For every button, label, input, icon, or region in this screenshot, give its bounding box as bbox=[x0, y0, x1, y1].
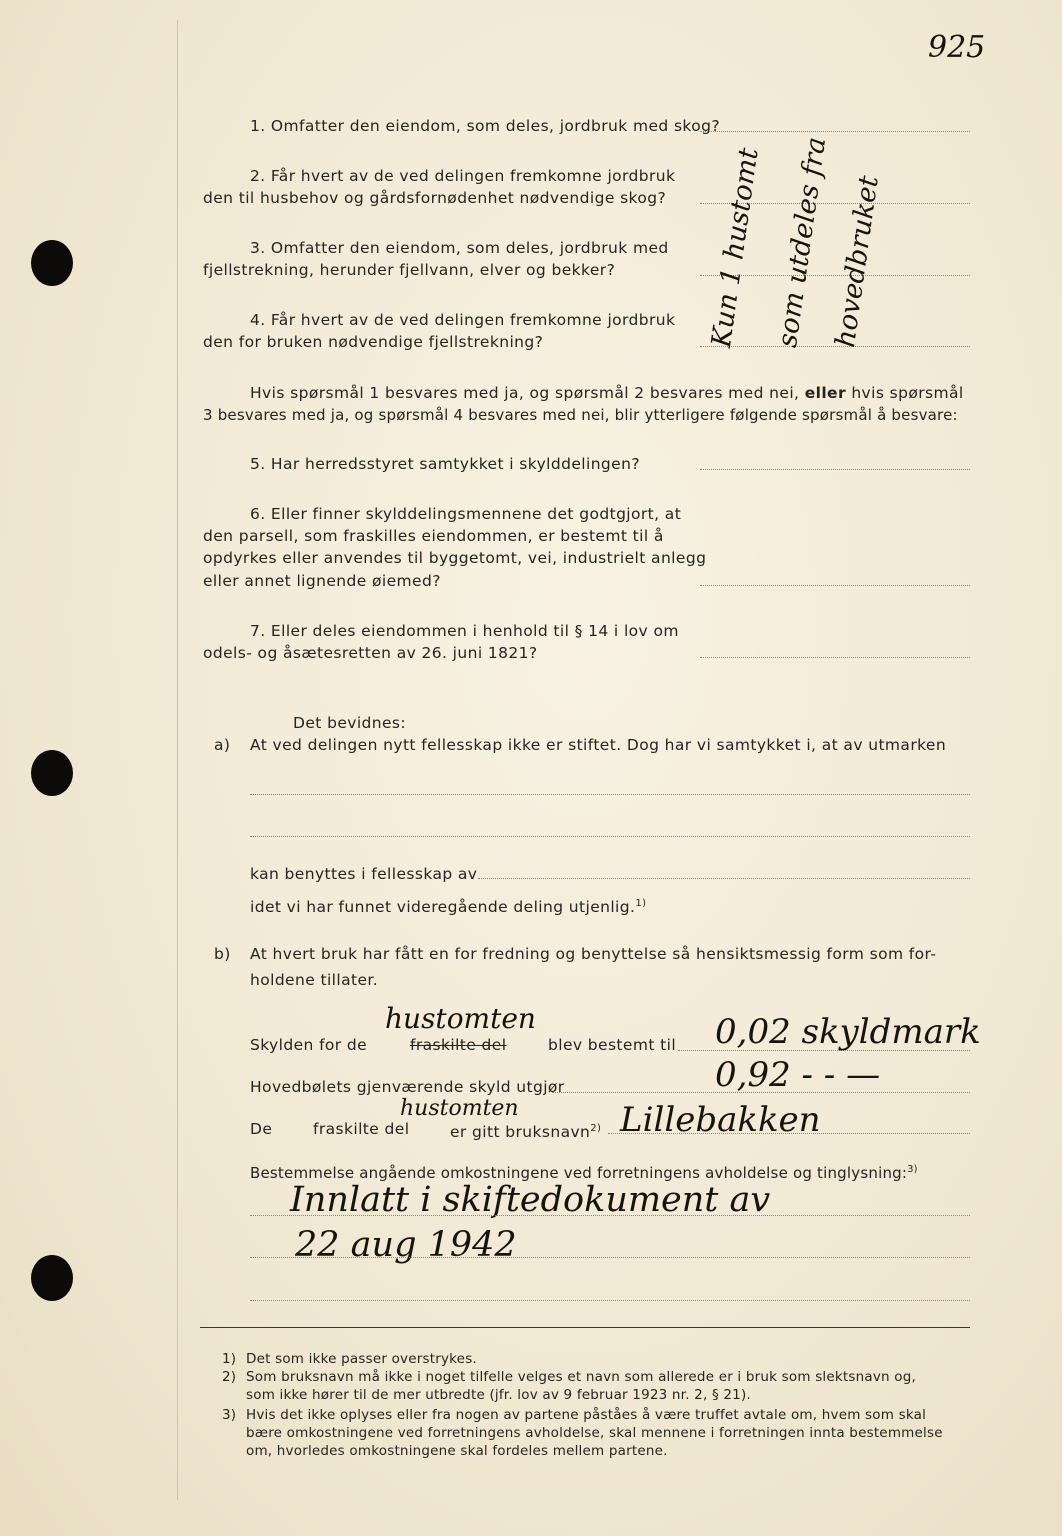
vertical-note-3: hovedbruket bbox=[830, 173, 885, 350]
fellesskap-blank bbox=[478, 878, 970, 879]
punch-hole-middle bbox=[31, 750, 73, 796]
bruksnavn-handwritten-above: hustomten bbox=[400, 1096, 519, 1121]
question-1: 1. Omfatter den eiendom, som deles, jordbruk med skog? bbox=[250, 117, 721, 135]
conditional-bold-word: eller bbox=[804, 384, 846, 402]
answer-line-7 bbox=[700, 657, 970, 658]
bruksnavn-value: Lillebakken bbox=[620, 1100, 821, 1140]
footnote-2-line-2: som ikke hører til de mer utbredte (jfr. lov av 9 februar 1923 nr. 2, § 21). bbox=[246, 1387, 751, 1403]
utjenlig-line bbox=[250, 894, 646, 917]
answer-line-1 bbox=[700, 131, 970, 132]
section-b-label: b) bbox=[214, 945, 231, 963]
footnote-1-line-1: Det som ikke passer overstrykes. bbox=[246, 1351, 477, 1367]
conditional-text-1-end: hvis spørsmål bbox=[851, 384, 964, 402]
conditional-line-1 bbox=[250, 383, 964, 403]
punch-hole-bottom bbox=[31, 1255, 73, 1301]
bruksnavn-middle: fraskilte del bbox=[313, 1120, 410, 1138]
question-6-line-1: 6. Eller finner skylddelingsmennene det godtgjort, at bbox=[250, 505, 682, 523]
omkostninger-hand-line-1: Innlatt i skiftedokument av bbox=[290, 1180, 771, 1220]
skyld-value: 0,02 skyldmark bbox=[715, 1012, 981, 1052]
section-b-line-2: holdene tillater. bbox=[250, 971, 379, 989]
footnote-rule bbox=[200, 1327, 970, 1328]
bruksnavn-fn-ref: 2) bbox=[590, 1123, 602, 1134]
footnote-3-line-3: om, hvorledes omkostningene skal fordeles mellem partene. bbox=[246, 1443, 668, 1459]
hovedbol-label: Hovedbølets gjenværende skyld utgjør bbox=[250, 1078, 565, 1096]
fellesskap-label: kan benyttes i fellesskap av bbox=[250, 865, 478, 883]
footnote-3-line-2: bære omkostningene ved forretningens avholdelse, skal mennene i forretningen innta bestemmelse bbox=[246, 1425, 943, 1441]
omkostninger-hand-line-2: 22 aug 1942 bbox=[295, 1225, 517, 1265]
section-a-text: At ved delingen nytt fellesskap ikke er stiftet. Dog har vi samtykket i, at av utmarken bbox=[250, 736, 947, 754]
conditional-line-2: 3 besvares med ja, og spørsmål 4 besvares med nei, blir ytterligere følgende spørsmål å besvare: bbox=[203, 406, 958, 424]
skyld-middle: blev bestemt til bbox=[548, 1036, 677, 1054]
footnote-1-mark: 1) bbox=[222, 1351, 237, 1367]
conditional-text-1: Hvis spørsmål 1 besvares med ja, og spørsmål 2 besvares med nei, bbox=[250, 384, 800, 402]
section-a-label: a) bbox=[214, 736, 231, 754]
footnote-3-line-1: Hvis det ikke oplyses eller fra nogen av partene påståes å være truffet avtale om, hvem som skal bbox=[246, 1407, 927, 1423]
footnote-2-line-1: Som bruksnavn må ikke i noget tilfelle velges et navn som allerede er i bruk som slektsnavn og, bbox=[246, 1369, 917, 1385]
question-5: 5. Har herredsstyret samtykket i skylddelingen? bbox=[250, 455, 640, 473]
bruksnavn-suffix-line bbox=[450, 1119, 601, 1142]
answer-line-6 bbox=[700, 585, 970, 586]
omkostninger-fn-ref: 3) bbox=[907, 1164, 918, 1175]
question-2-line-1: 2. Får hvert av de ved delingen fremkomne jordbruk bbox=[250, 167, 676, 185]
footnote-3-mark: 3) bbox=[222, 1407, 237, 1423]
bruksnavn-suffix: er gitt bruksnavn bbox=[450, 1123, 591, 1142]
question-6-line-4: eller annet lignende øiemed? bbox=[203, 572, 441, 590]
question-7-line-2: odels- og åsætesretten av 26. juni 1821? bbox=[203, 644, 538, 662]
question-6-line-2: den parsell, som fraskilles eiendommen, er bestemt til å bbox=[203, 527, 664, 545]
bruksnavn-prefix: De bbox=[250, 1120, 273, 1138]
vertical-note-1: Kun 1 hustomt bbox=[706, 146, 765, 350]
punch-hole-top bbox=[31, 240, 73, 286]
question-4-line-1: 4. Får hvert av de ved delingen fremkomne jordbruk bbox=[250, 311, 676, 329]
skyld-handwritten-above: hustomten bbox=[385, 1002, 536, 1035]
question-3-line-2: fjellstrekning, herunder fjellvann, elver og bekker? bbox=[203, 261, 616, 279]
margin-line bbox=[177, 20, 178, 1500]
question-4-line-2: den for bruken nødvendige fjellstrekning? bbox=[203, 333, 544, 351]
question-6-line-3: opdyrkes eller anvendes til byggetomt, vei, industrielt anlegg bbox=[203, 549, 707, 567]
answer-line-4 bbox=[700, 346, 970, 347]
skyld-struck-text: fraskilte del bbox=[410, 1036, 507, 1054]
question-2-line-2: den til husbehov og gårdsfornødenhet nødvendige skog? bbox=[203, 189, 667, 207]
hovedbol-value: 0,92 - - — bbox=[715, 1055, 881, 1095]
omkostninger-blank-2 bbox=[250, 1257, 970, 1258]
section-a-blank-2 bbox=[250, 836, 970, 837]
bevidnes-heading: Det bevidnes: bbox=[293, 714, 407, 732]
section-b-line-1: At hvert bruk har fått en for fredning og benyttelse så hensiktsmessig form som for- bbox=[250, 945, 937, 963]
footnote-2-mark: 2) bbox=[222, 1369, 237, 1385]
page-number: 925 bbox=[928, 30, 986, 65]
omkostninger-label: Bestemmelse angående omkostningene ved forretningens avholdelse og tinglysning: bbox=[250, 1164, 908, 1182]
utjenlig-text: idet vi har funnet videregående deling utjenlig. bbox=[250, 898, 636, 917]
skyld-prefix: Skylden for de bbox=[250, 1036, 368, 1054]
section-a-blank-1 bbox=[250, 794, 970, 795]
question-3-line-1: 3. Omfatter den eiendom, som deles, jordbruk med bbox=[250, 239, 669, 257]
answer-line-5 bbox=[700, 469, 970, 470]
utjenlig-fn-ref: 1) bbox=[635, 898, 647, 909]
question-7-line-1: 7. Eller deles eiendommen i henhold til § 14 i lov om bbox=[250, 622, 679, 640]
omkostninger-blank-1 bbox=[250, 1215, 970, 1216]
vertical-note-2: som utdeles fra bbox=[772, 135, 833, 350]
omkostninger-blank-3 bbox=[250, 1300, 970, 1301]
